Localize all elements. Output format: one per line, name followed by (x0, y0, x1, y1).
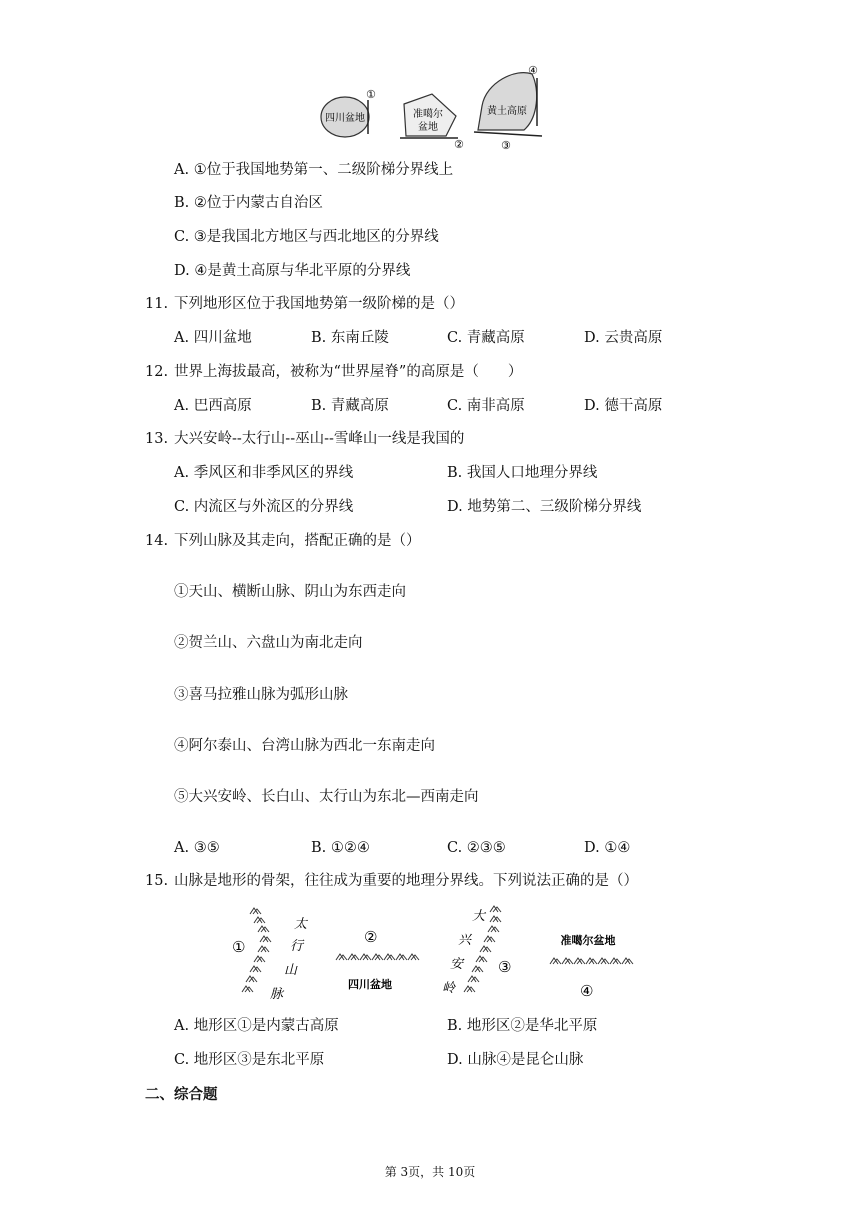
greater-khingan-label-2: 兴 (458, 933, 472, 948)
q12-option-a: A. 巴西高原 (174, 398, 252, 414)
q10-option-b: B. ②位于内蒙古自治区 (174, 195, 323, 211)
q10-option-d: D. ④是黄土高原与华北平原的分界线 (174, 263, 411, 279)
q15-option-a: A. 地形区①是内蒙古高原 (174, 1018, 339, 1034)
q11-option-c: C. 青藏高原 (447, 330, 525, 346)
q14-option-a: A. ③⑤ (174, 840, 220, 856)
sichuan-mountain-symbol (336, 954, 419, 960)
greater-khingan-label-3: 安 (450, 957, 464, 972)
q14-item-2: ②贺兰山、六盘山为南北走向 (174, 635, 363, 651)
q14-option-c: C. ②③⑤ (447, 840, 506, 856)
q11-option-b: B. 东南丘陵 (311, 330, 389, 346)
loess-plateau-shape (478, 73, 537, 130)
marker-fig2-1: ① (232, 938, 246, 956)
taihang-label-3: 山 (284, 963, 298, 978)
marker-1: ① (366, 88, 376, 101)
q13-option-b: B. 我国人口地理分界线 (447, 465, 598, 481)
taihang-label-2: 行 (290, 939, 304, 954)
q13-option-a: A. 季风区和非季风区的界线 (174, 465, 354, 481)
section-heading: 二、综合题 (145, 1086, 218, 1103)
q12-option-c: C. 南非高原 (447, 398, 525, 414)
q13-option-d: D. 地势第二、三级阶梯分界线 (447, 499, 642, 515)
q13-option-c: C. 内流区与外流区的分界线 (174, 499, 354, 515)
mountain-range-figure (228, 900, 640, 1006)
q13-number: 13. (145, 431, 169, 447)
q13-stem: 大兴安岭--太行山--巫山--雪峰山一线是我国的 (174, 431, 465, 447)
q12-option-b: B. 青藏高原 (311, 398, 389, 414)
q15-number: 15. (145, 873, 169, 889)
taihang-label-1: 太 (294, 917, 308, 932)
taihang-label-4: 脉 (270, 987, 284, 1002)
page-footer: 第 3页，共 10页 (384, 1165, 476, 1179)
q12-stem: 世界上海拔最高，被称为“世界屋脊”的高原是（ ） (174, 364, 523, 380)
q11-number: 11. (145, 296, 169, 312)
q14-item-1: ①天山、横断山脉、阴山为东西走向 (174, 584, 406, 600)
marker-3: ③ (501, 139, 511, 152)
q14-option-d: D. ①④ (584, 840, 631, 856)
q14-number: 14. (145, 533, 169, 549)
q14-item-3: ③喜马拉雅山脉为弧形山脉 (174, 687, 348, 703)
q10-option-a: A. ①位于我国地势第一、二级阶梯分界线上 (174, 162, 454, 178)
junggar-basin-label-1: 准噶尔 (413, 109, 443, 120)
q15-option-c: C. 地形区③是东北平原 (174, 1052, 325, 1068)
terrain-boundary-figure (310, 62, 550, 154)
q14-stem: 下列山脉及其走向，搭配正确的是（） (174, 533, 421, 549)
q15-option-b: B. 地形区②是华北平原 (447, 1018, 598, 1034)
q11-option-d: D. 云贵高原 (584, 330, 663, 346)
sichuan-basin-label: 四川盆地 (325, 113, 365, 124)
q12-number: 12. (145, 364, 169, 380)
loess-plateau-label: 黄土高原 (487, 106, 527, 117)
sichuan-basin-fig2-label: 四川盆地 (348, 978, 392, 991)
junggar-basin-fig2-label: 准噶尔盆地 (560, 934, 616, 947)
q15-stem: 山脉是地形的骨架，往往成为重要的地理分界线。下列说法正确的是（） (174, 873, 638, 889)
q11-option-a: A. 四川盆地 (174, 330, 252, 346)
greater-khingan-label-4: 岭 (442, 981, 456, 996)
q14-option-b: B. ①②④ (311, 840, 370, 856)
q12-option-d: D. 德干高原 (584, 398, 663, 414)
marker-fig2-3: ③ (498, 958, 512, 976)
marker-fig2-2: ② (364, 928, 378, 946)
taihang-mountain-symbol (242, 908, 271, 992)
marker-fig2-4: ④ (580, 982, 594, 1000)
greater-khingan-label-1: 大 (472, 909, 486, 924)
q14-item-5: ⑤大兴安岭、长白山、太行山为东北—西南走向 (174, 789, 479, 805)
q15-option-d: D. 山脉④是昆仑山脉 (447, 1052, 584, 1068)
q14-item-4: ④阿尔泰山、台湾山脉为西北一东南走向 (174, 738, 435, 754)
boundary-line-3 (474, 132, 542, 136)
junggar-mountain-symbol (550, 958, 633, 964)
q11-stem: 下列地形区位于我国地势第一级阶梯的是（） (174, 296, 464, 312)
marker-2: ② (454, 138, 464, 151)
q10-option-c: C. ③是我国北方地区与西北地区的分界线 (174, 229, 439, 245)
marker-4: ④ (528, 64, 538, 77)
junggar-basin-label-2: 盆地 (418, 122, 438, 133)
